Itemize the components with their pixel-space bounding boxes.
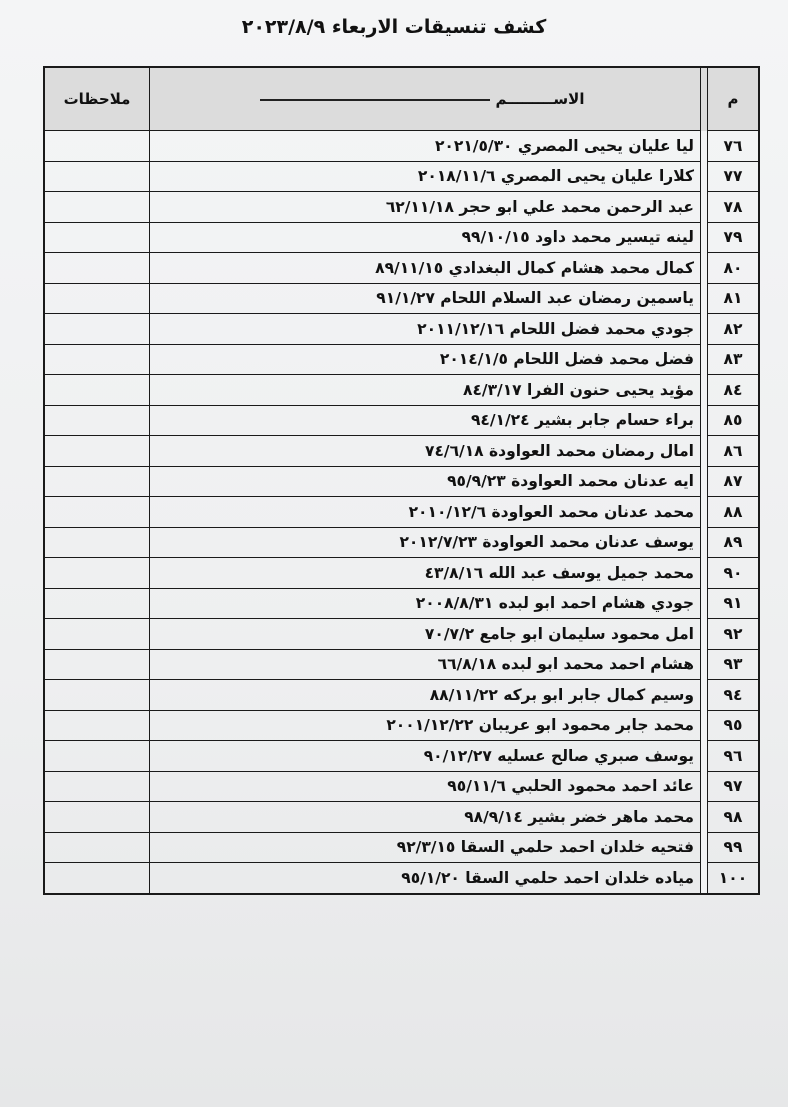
table-row (44, 497, 759, 528)
row-name: يوسف صبري صالح عسليه ٩٠/١٢/٢٧ (150, 741, 701, 772)
column-gap (701, 344, 708, 375)
column-gap (701, 558, 708, 589)
column-gap (701, 405, 708, 436)
column-gap (701, 283, 708, 314)
table-row (44, 314, 759, 345)
table-row (44, 558, 759, 589)
row-name: وسيم كمال جابر ابو بركه ٨٨/١١/٢٢ (150, 680, 701, 711)
row-number: ٧٧ (708, 161, 760, 192)
header-name-label: الاســـــــــم (260, 90, 585, 108)
table-row (44, 222, 759, 253)
row-name: مؤيد يحيى حنون الفرا ٨٤/٣/١٧ (150, 375, 701, 406)
column-gap (701, 863, 708, 894)
row-number: ٨٦ (708, 436, 760, 467)
table-header-row (44, 67, 759, 131)
table-row (44, 192, 759, 223)
row-name: هشام احمد محمد ابو لبده ٦٦/٨/١٨ (150, 649, 701, 680)
column-gap (701, 375, 708, 406)
row-notes (44, 680, 150, 711)
row-notes (44, 436, 150, 467)
row-notes (44, 802, 150, 833)
row-name: يوسف عدنان محمد العواودة ٢٠١٢/٧/٢٣ (150, 527, 701, 558)
column-gap (701, 436, 708, 467)
row-number: ٨٩ (708, 527, 760, 558)
table-row (44, 832, 759, 863)
column-gap (701, 192, 708, 223)
header-name (150, 67, 701, 131)
row-number: ٧٦ (708, 131, 760, 162)
row-number: ٩٦ (708, 741, 760, 772)
row-number: ٩٨ (708, 802, 760, 833)
row-name: عائد احمد محمود الحلبي ٩٥/١١/٦ (150, 771, 701, 802)
column-gap (701, 741, 708, 772)
row-name: براء حسام جابر بشير ٩٤/١/٢٤ (150, 405, 701, 436)
row-notes (44, 619, 150, 650)
row-number: ٩٧ (708, 771, 760, 802)
column-gap (701, 314, 708, 345)
table-row (44, 405, 759, 436)
row-name: محمد عدنان محمد العواودة ٢٠١٠/١٢/٦ (150, 497, 701, 528)
column-gap (701, 131, 708, 162)
row-number: ٩٣ (708, 649, 760, 680)
column-gap (701, 527, 708, 558)
table-row (44, 619, 759, 650)
row-notes (44, 375, 150, 406)
names-table (43, 66, 760, 895)
row-number: ٩٢ (708, 619, 760, 650)
row-notes (44, 466, 150, 497)
row-name: محمد جابر محمود ابو عريبان ٢٠٠١/١٢/٢٢ (150, 710, 701, 741)
row-name: مياده خلدان احمد حلمي السقا ٩٥/١/٢٠ (150, 863, 701, 894)
row-name: ياسمين رمضان عبد السلام اللحام ٩١/١/٢٧ (150, 283, 701, 314)
row-number: ٨٥ (708, 405, 760, 436)
row-number: ٨٠ (708, 253, 760, 284)
row-number: ٨٧ (708, 466, 760, 497)
column-gap (701, 67, 708, 131)
row-notes (44, 771, 150, 802)
row-notes (44, 192, 150, 223)
table-row (44, 466, 759, 497)
column-gap (701, 680, 708, 711)
row-name: عبد الرحمن محمد علي ابو حجر ٦٢/١١/١٨ (150, 192, 701, 223)
row-number: ٧٨ (708, 192, 760, 223)
table-row (44, 253, 759, 284)
row-number: ٨١ (708, 283, 760, 314)
row-name: لينه تيسير محمد داود ٩٩/١٠/١٥ (150, 222, 701, 253)
row-number: ٩٩ (708, 832, 760, 863)
table-row (44, 771, 759, 802)
row-number: ٨٨ (708, 497, 760, 528)
column-gap (701, 802, 708, 833)
row-notes (44, 863, 150, 894)
row-number: ٨٣ (708, 344, 760, 375)
column-gap (701, 771, 708, 802)
table-row (44, 649, 759, 680)
table-row (44, 344, 759, 375)
row-name: محمد ماهر خضر بشير ٩٨/٩/١٤ (150, 802, 701, 833)
header-notes: ملاحظات (44, 67, 150, 131)
column-gap (701, 649, 708, 680)
row-name: ايه عدنان محمد العواودة ٩٥/٩/٢٣ (150, 466, 701, 497)
row-number: ٨٤ (708, 375, 760, 406)
table-row (44, 710, 759, 741)
row-number: ٩٤ (708, 680, 760, 711)
row-notes (44, 710, 150, 741)
row-name: جودي محمد فضل اللحام ٢٠١١/١٢/١٦ (150, 314, 701, 345)
column-gap (701, 466, 708, 497)
row-number: ٧٩ (708, 222, 760, 253)
table-row (44, 863, 759, 894)
row-name: كمال محمد هشام كمال البغدادي ٨٩/١١/١٥ (150, 253, 701, 284)
row-name: محمد جميل يوسف عبد الله ٤٣/٨/١٦ (150, 558, 701, 589)
row-notes (44, 649, 150, 680)
table-row (44, 680, 759, 711)
row-number: ٩٥ (708, 710, 760, 741)
table-row (44, 375, 759, 406)
header-number: م (708, 67, 760, 131)
row-number: ٩١ (708, 588, 760, 619)
column-gap (701, 253, 708, 284)
column-gap (701, 222, 708, 253)
row-notes (44, 283, 150, 314)
table-body (44, 131, 759, 894)
table-row (44, 527, 759, 558)
row-name: امل محمود سليمان ابو جامع ٧٠/٧/٢ (150, 619, 701, 650)
row-notes (44, 588, 150, 619)
row-notes (44, 131, 150, 162)
row-notes (44, 741, 150, 772)
row-notes (44, 344, 150, 375)
row-notes (44, 161, 150, 192)
row-notes (44, 558, 150, 589)
row-notes (44, 527, 150, 558)
column-gap (701, 161, 708, 192)
column-gap (701, 832, 708, 863)
row-notes (44, 497, 150, 528)
row-number: ١٠٠ (708, 863, 760, 894)
row-name: فضل محمد فضل اللحام ٢٠١٤/١/٥ (150, 344, 701, 375)
table-row (44, 588, 759, 619)
table-row (44, 283, 759, 314)
column-gap (701, 497, 708, 528)
column-gap (701, 619, 708, 650)
row-name: فتحيه خلدان احمد حلمي السقا ٩٢/٣/١٥ (150, 832, 701, 863)
row-notes (44, 832, 150, 863)
row-notes (44, 314, 150, 345)
row-name: امال رمضان محمد العواودة ٧٤/٦/١٨ (150, 436, 701, 467)
row-name: جودي هشام احمد ابو لبده ٢٠٠٨/٨/٣١ (150, 588, 701, 619)
table-row (44, 741, 759, 772)
table-row (44, 161, 759, 192)
row-notes (44, 405, 150, 436)
row-name: ليا عليان يحيى المصري ٢٠٢١/٥/٣٠ (150, 131, 701, 162)
row-notes (44, 253, 150, 284)
row-number: ٨٢ (708, 314, 760, 345)
table-row (44, 436, 759, 467)
table-row (44, 802, 759, 833)
row-notes (44, 222, 150, 253)
table-row (44, 131, 759, 162)
column-gap (701, 588, 708, 619)
row-number: ٩٠ (708, 558, 760, 589)
document-title: كشف تنسيقات الاربعاء ٢٠٢٣/٨/٩ (241, 16, 547, 38)
row-name: كلارا عليان يحيى المصري ٢٠١٨/١١/٦ (150, 161, 701, 192)
column-gap (701, 710, 708, 741)
